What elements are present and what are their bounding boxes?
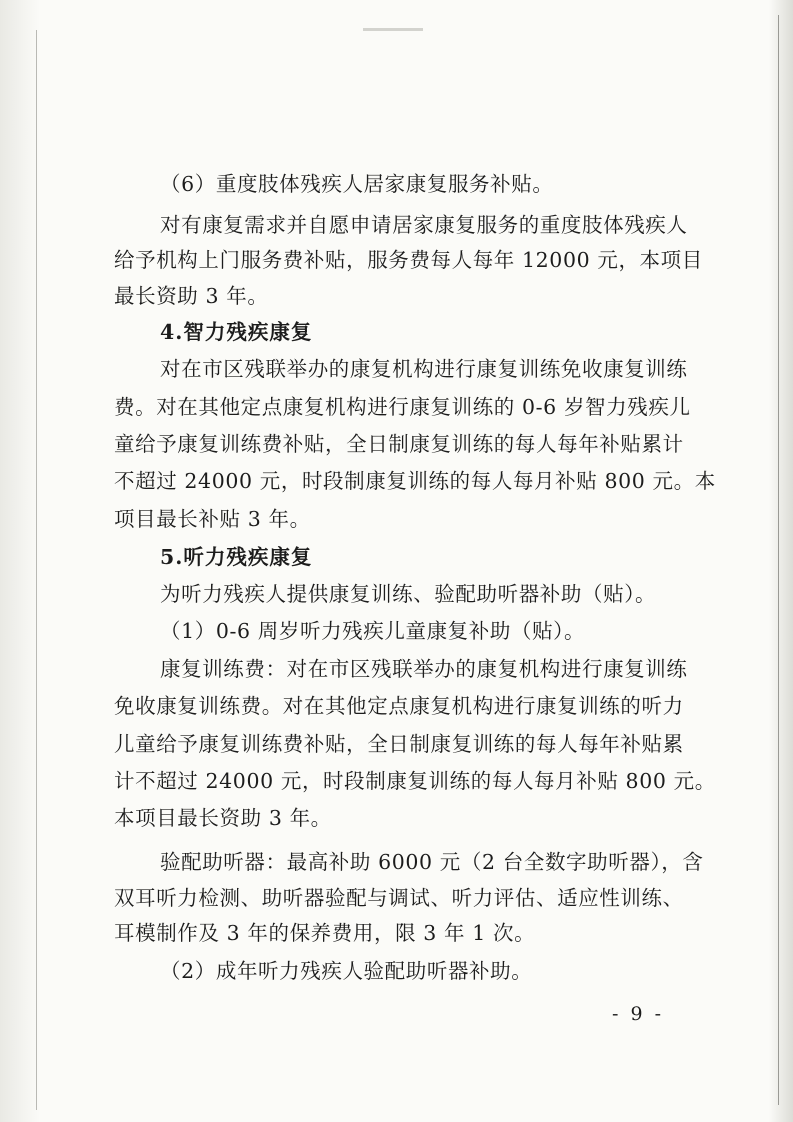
paragraph-line: 计不超过 24000 元，时段制康复训练的每人每月补贴 800 元。 xyxy=(114,769,716,793)
subsection-heading-6: （6）重度肢体残疾人居家康复服务补贴。 xyxy=(160,172,554,196)
section-heading-5: 5.听力残疾康复 xyxy=(160,545,313,569)
scan-shadow-left xyxy=(0,0,40,1122)
subsection-heading-1: （1）0-6 周岁听力残疾儿童康复补助（贴）。 xyxy=(160,619,586,643)
page-number: - 9 - xyxy=(612,1003,665,1025)
paragraph-line: 耳模制作及 3 年的保养费用，限 3 年 1 次。 xyxy=(114,921,536,945)
paragraph-line: 不超过 24000 元，时段制康复训练的每人每月补贴 800 元。本 xyxy=(114,469,716,493)
paragraph-line: 康复训练费：对在市区残联举办的康复机构进行康复训练 xyxy=(160,657,688,681)
page-edge-left xyxy=(36,30,37,1110)
paragraph-line: 本项目最长资助 3 年。 xyxy=(114,806,332,830)
paragraph-line: 最长资助 3 年。 xyxy=(114,284,269,308)
paragraph-line: 给予机构上门服务费补贴，服务费每人每年 12000 元，本项目 xyxy=(114,248,703,272)
paragraph-line: 童给予康复训练费补贴，全日制康复训练的每人每年补贴累计 xyxy=(114,432,684,456)
paragraph-line: 儿童给予康复训练费补贴，全日制康复训练的每人每年补贴累 xyxy=(114,732,684,756)
paragraph-line: 费。对在其他定点康复机构进行康复训练的 0-6 岁智力残疾儿 xyxy=(114,395,691,419)
paragraph-line: 为听力残疾人提供康复训练、验配助听器补助（贴）。 xyxy=(160,582,657,606)
scan-mark-top xyxy=(363,28,423,31)
section-heading-4: 4.智力残疾康复 xyxy=(160,320,313,344)
paragraph-line: 项目最长补贴 3 年。 xyxy=(114,507,311,531)
page-edge-right xyxy=(778,15,779,1105)
paragraph-line: 验配助听器：最高补助 6000 元（2 台全数字助听器），含 xyxy=(160,850,704,874)
scan-shadow-right xyxy=(769,0,793,1122)
subsection-heading-2: （2）成年听力残疾人验配助听器补助。 xyxy=(160,959,533,983)
paragraph-line: 双耳听力检测、助听器验配与调试、听力评估、适应性训练、 xyxy=(114,886,684,910)
paragraph-line: 对有康复需求并自愿申请居家康复服务的重度肢体残疾人 xyxy=(160,213,688,237)
paragraph-line: 免收康复训练费。对在其他定点康复机构进行康复训练的听力 xyxy=(114,694,684,718)
paragraph-line: 对在市区残联举办的康复机构进行康复训练免收康复训练 xyxy=(160,357,688,381)
